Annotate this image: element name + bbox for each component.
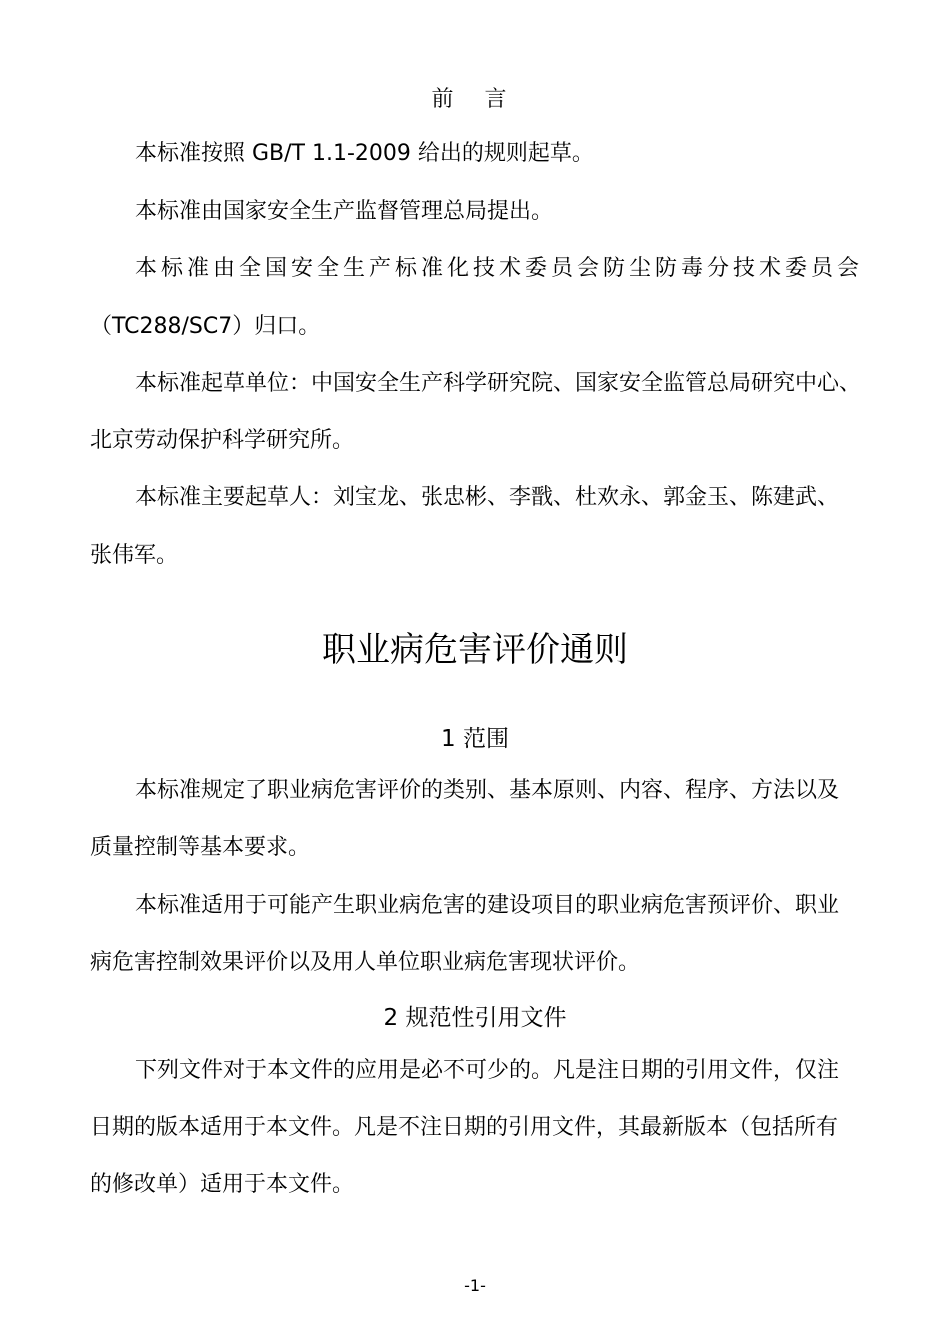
foreword-paragraph-3-line-2: （TC288/SC7）归口。 (90, 314, 321, 339)
foreword-paragraph-5-line-1: 本标准主要起草人：刘宝龙、张忠彬、李戬、杜欢永、郭金玉、陈建武、 (135, 485, 840, 510)
section-1-title: 1 范围 (441, 726, 509, 752)
document-title: 职业病危害评价通则 (322, 630, 628, 670)
section-1-paragraph-2-line-2: 病危害控制效果评价以及用人单位职业病危害现状评价。 (90, 950, 641, 975)
section-2-paragraph-1-line-1: 下列文件对于本文件的应用是必不可少的。凡是注日期的引用文件，仅注 (135, 1058, 840, 1083)
page-number: -1- (464, 1276, 486, 1295)
foreword-paragraph-4-line-1: 本标准起草单位：中国安全生产科学研究院、国家安全监管总局研究中心、 (135, 371, 862, 396)
foreword-heading: 前 言 (431, 87, 519, 112)
section-1-paragraph-1-line-1: 本标准规定了职业病危害评价的类别、基本原则、内容、程序、方法以及 (135, 778, 840, 803)
foreword-paragraph-4-line-2: 北京劳动保护科学研究所。 (90, 428, 355, 453)
foreword-paragraph-1: 本标准按照 GB/T 1.1-2009 给出的规则起草。 (135, 141, 594, 166)
section-2-title: 2 规范性引用文件 (383, 1005, 567, 1031)
foreword-paragraph-2: 本标准由国家安全生产监督管理总局提出。 (135, 199, 554, 224)
section-1-paragraph-2-line-1: 本标准适用于可能产生职业病危害的建设项目的职业病危害预评价、职业 (135, 893, 840, 918)
section-2-paragraph-1-line-3: 的修改单）适用于本文件。 (90, 1172, 355, 1197)
foreword-paragraph-3-line-1: 本标准由全国安全生产标准化技术委员会防尘防毒分技术委员会 (135, 256, 859, 281)
section-2-paragraph-1-line-2: 日期的版本适用于本文件。凡是不注日期的引用文件，其最新版本（包括所有 (90, 1115, 839, 1140)
foreword-paragraph-5-line-2: 张伟军。 (90, 543, 179, 568)
section-1-paragraph-1-line-2: 质量控制等基本要求。 (90, 835, 311, 860)
